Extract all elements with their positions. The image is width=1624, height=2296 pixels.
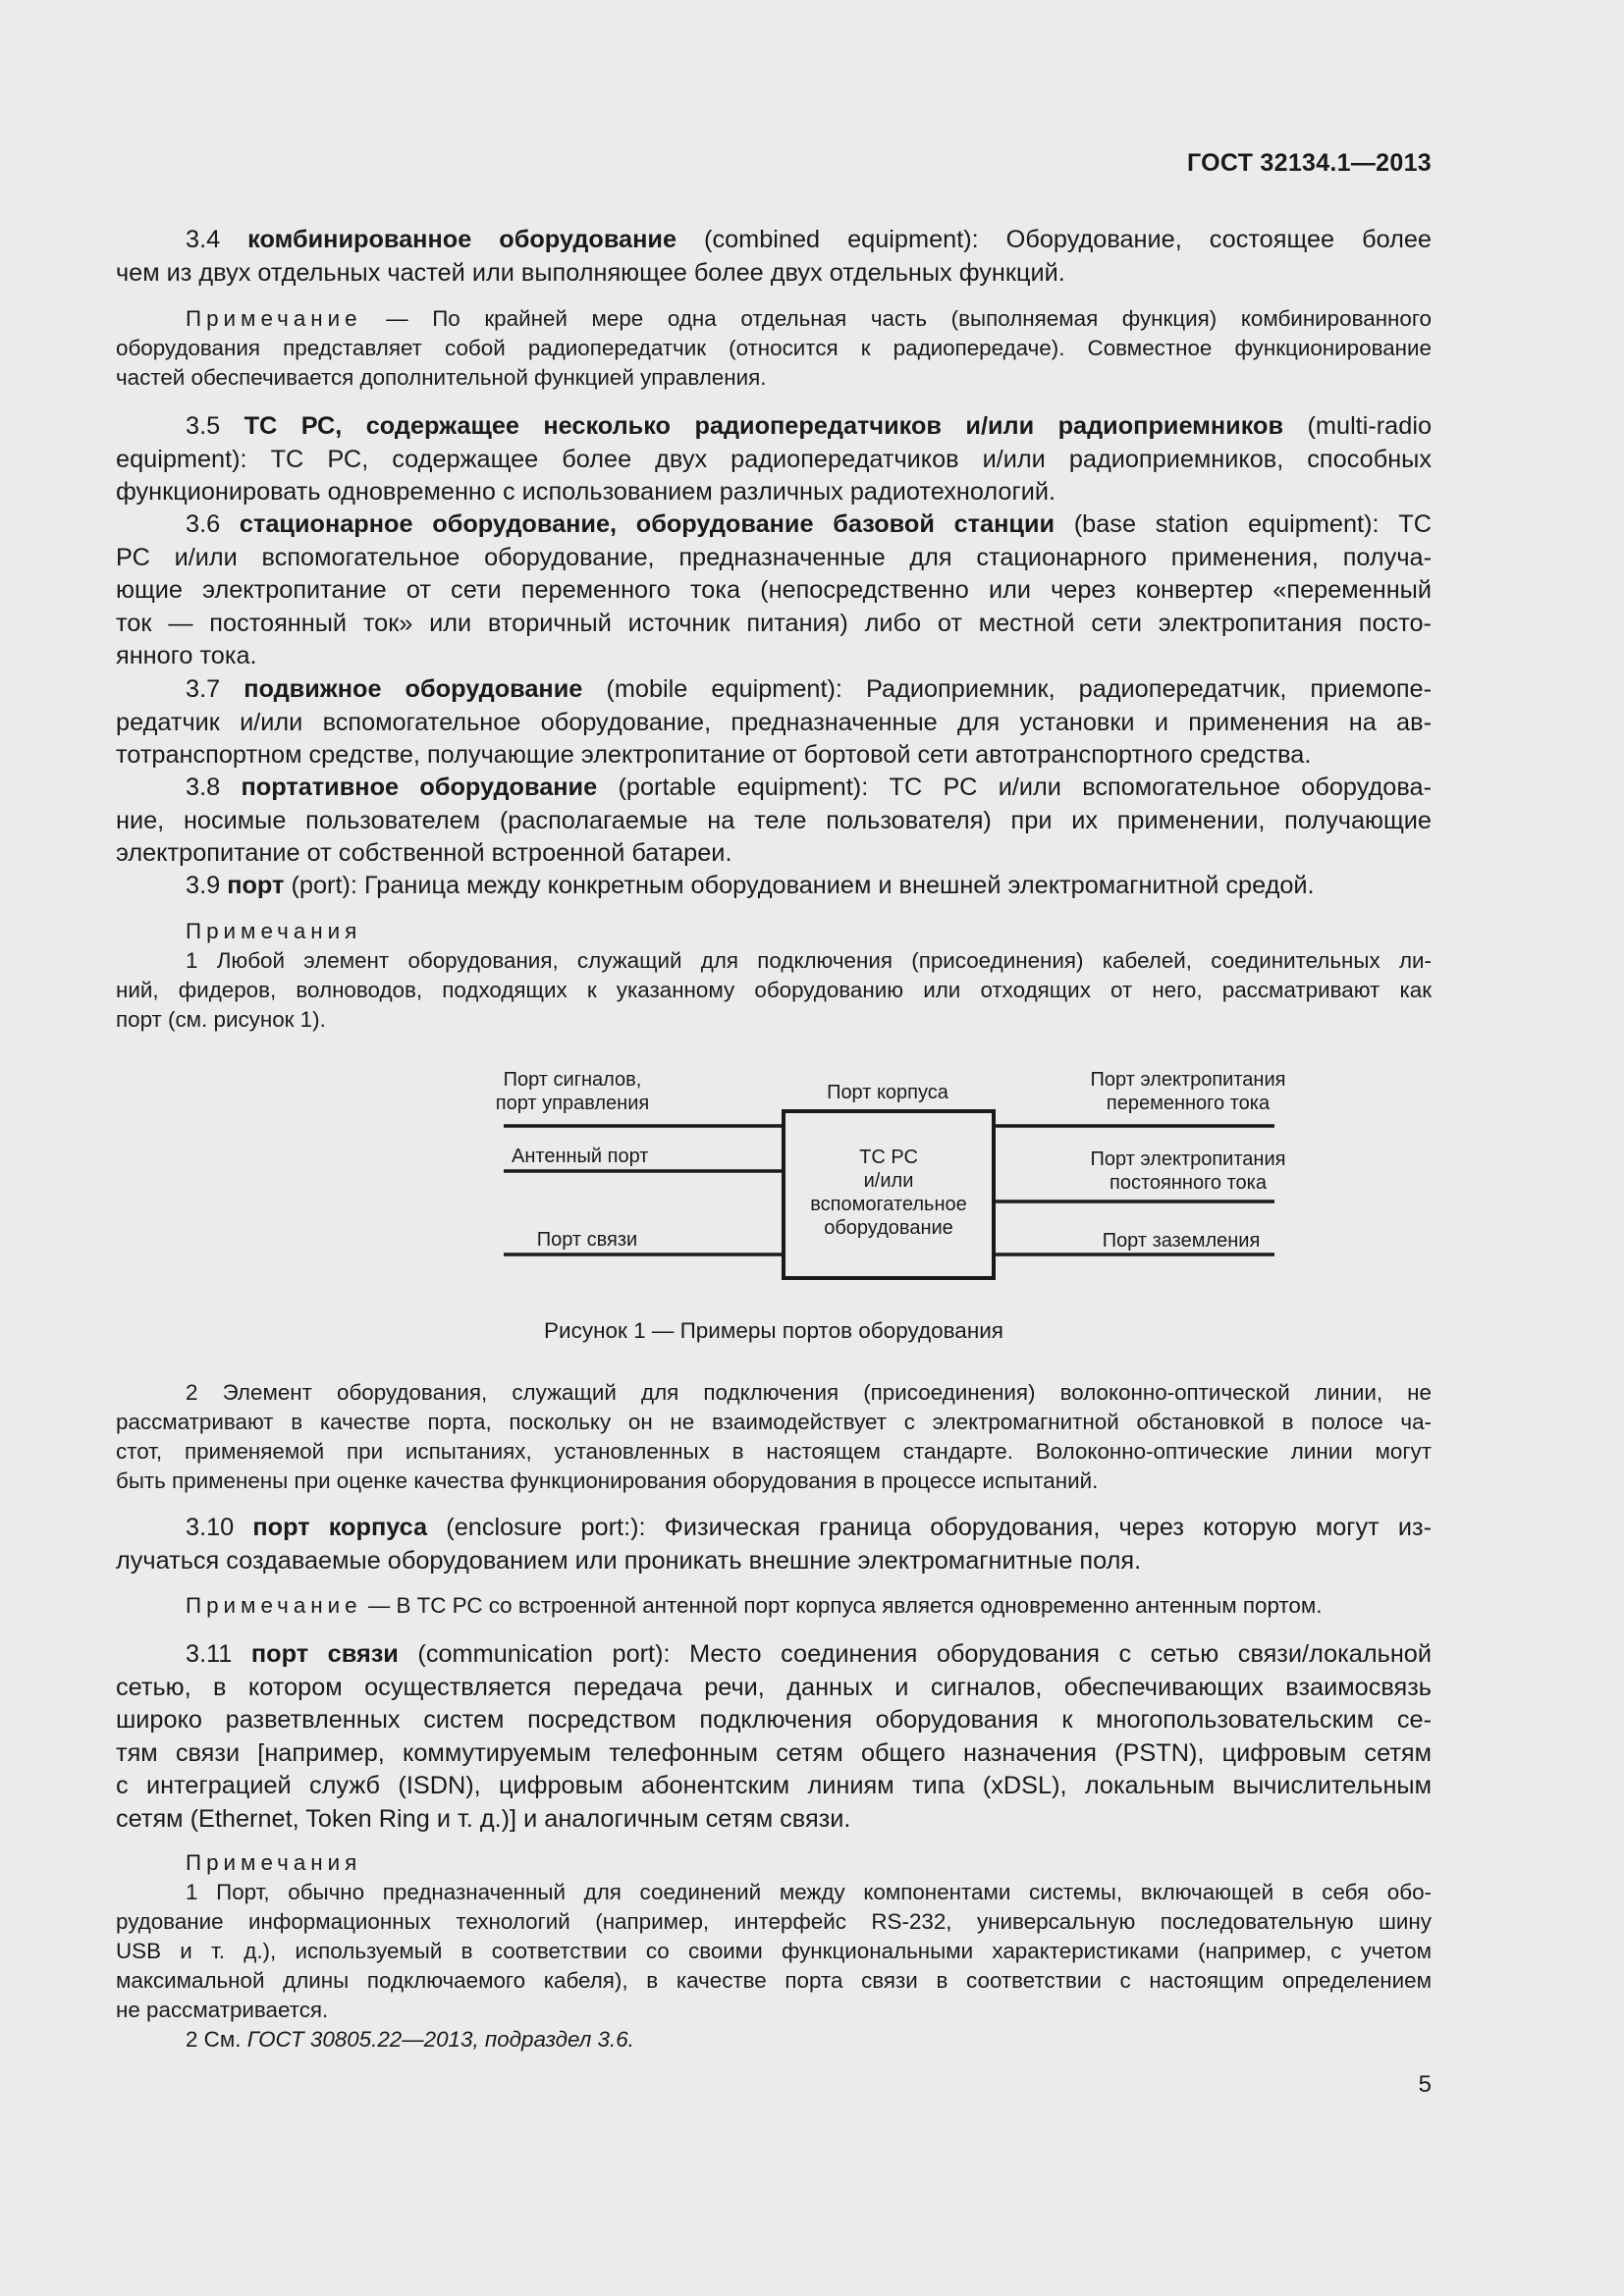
definition-text: электропитание от собственной встроенной батареи. — [116, 839, 732, 867]
notes-label: Примечания — [186, 919, 362, 943]
definition-text: equipment): ТС РС, содержащее более двух радиопередатчиков и/или радиоприемников, способных — [116, 445, 1432, 473]
definition-text: (portable equipment): ТС РС и/или вспомогательное оборудова- — [618, 774, 1433, 801]
label-ground-port: Порт заземления — [1102, 1230, 1261, 1252]
label-ac-port-1: Порт электропитания — [1090, 1069, 1286, 1091]
notes-3-9 — [116, 917, 1432, 1035]
term: ТС РС, содержащее несколько радиопередатчиков и/или радиоприемников — [244, 412, 1284, 440]
section-number: 3.7 — [186, 675, 221, 703]
document-code-header: ГОСТ 32134.1—2013 — [1186, 149, 1432, 177]
definition-text: янного тока. — [116, 642, 257, 669]
definition-text: функционировать одновременно с использованием различных радиотехнологий. — [116, 478, 1056, 506]
section-3-10 — [116, 1512, 1432, 1577]
note-label: Примечание — [186, 306, 362, 331]
term: порт связи — [250, 1640, 399, 1668]
note-text: оборудования представляет собой радиопередатчик (относится к радиопередаче). Совместное функционирование — [116, 336, 1432, 360]
definition-text: (port): Граница между конкретным оборудованием и внешней электромагнитной средой. — [291, 872, 1315, 899]
note-text: 2 См. — [186, 2027, 247, 2052]
section-3-8 — [116, 772, 1432, 871]
definition-text: (multi-radio — [1307, 412, 1433, 440]
definition-text: сетью, в котором осуществляется передача речи, данных и сигналов, обеспечивающих взаимосвязь — [116, 1673, 1432, 1701]
definition-text: с интеграцией служб (ISDN), цифровым абонентским линиям типа (xDSL), локальным вычислительным — [116, 1772, 1432, 1799]
section-number: 3.9 — [186, 872, 221, 899]
note-text: 2 Элемент оборудования, служащий для подключения (присоединения) волоконно-оптической линии, не — [186, 1380, 1432, 1405]
box-label-4: оборудование — [824, 1217, 953, 1239]
section-3-9 — [116, 870, 1432, 903]
notes-label: Примечания — [186, 1850, 362, 1875]
section-3-11 — [116, 1638, 1432, 1836]
label-antenna-port: Антенный порт — [512, 1146, 649, 1167]
section-number: 3.10 — [186, 1514, 235, 1541]
box-label-2: и/или — [863, 1170, 914, 1192]
label-dc-port-1: Порт электропитания — [1090, 1148, 1286, 1170]
page-number: 5 — [1418, 2071, 1432, 2098]
term: портативное оборудование — [241, 774, 598, 801]
definition-text: тотранспортном средстве, получающие электропитание от бортовой сети автотранспортного средства. — [116, 741, 1312, 769]
term: стационарное оборудование, оборудование базовой станции — [239, 510, 1056, 538]
definition-text: редатчик и/или вспомогательное оборудование, предназначенные для установки и применения на ав- — [116, 708, 1432, 736]
figure-1-port-diagram — [381, 1060, 1294, 1296]
term: порт — [227, 872, 285, 899]
label-comm-port: Порт связи — [536, 1229, 638, 1251]
section-number: 3.5 — [186, 412, 221, 440]
section-number: 3.6 — [186, 510, 221, 538]
note-text: стот, применяемой при испытаниях, установленных в настоящем стандарте. Волоконно-оптические линии могут — [116, 1439, 1432, 1464]
definition-text: сетям (Ethernet, Token Ring и т. д.)] и аналогичным сетям связи. — [116, 1804, 851, 1833]
section-3-5 — [116, 410, 1432, 509]
standard-reference: ГОСТ 30805.22—2013, подраздел 3.6. — [246, 2027, 634, 2052]
note-label: Примечание — [186, 1593, 362, 1618]
definition-text: (base station equipment): ТС — [1073, 510, 1432, 538]
note-text: ний, фидеров, волноводов, подходящих к указанному оборудованию или отходящих от него, рассматривают как — [116, 978, 1432, 1002]
note-text: — В ТС РС со встроенной антенной порт корпуса является одновременно антенным портом. — [361, 1593, 1323, 1618]
definition-text: чем из двух отдельных частей или выполняющее более двух отдельных функций. — [116, 258, 1065, 287]
note-text: — По крайней мере одна отдельная часть (выполняемая функция) комбинированного — [361, 306, 1432, 331]
term: комбинированное оборудование — [247, 226, 677, 253]
box-label-1: ТС РС — [859, 1147, 918, 1168]
definition-text: (combined equipment): Оборудование, состоящее более — [704, 226, 1432, 253]
label-dc-port-2: постоянного тока — [1110, 1172, 1267, 1194]
note-text: быть применены при оценке качества функционирования оборудования в процессе испытаний. — [116, 1468, 1099, 1493]
term: подвижное оборудование — [244, 675, 583, 703]
note-text: порт (см. рисунок 1). — [116, 1007, 326, 1032]
note-text: не рассматривается. — [116, 1998, 329, 2022]
notes-3-11 — [116, 1848, 1432, 2055]
section-number: 3.8 — [186, 774, 221, 801]
definition-text: РС и/или вспомогательное оборудование, предназначенные для стационарного применения, получа- — [116, 543, 1432, 571]
note-text: рассматривают в качестве порта, поскольку он не взаимодействует с электромагнитной обстановкой в полосе ча- — [116, 1410, 1432, 1434]
note-text: 1 Порт, обычно предназначенный для соединений между компонентами системы, включающей в себя обо- — [186, 1880, 1432, 1904]
definition-text: (enclosure port:): Физическая граница оборудования, через которую могут из- — [446, 1514, 1433, 1541]
section-3-4 — [116, 224, 1432, 290]
definition-text: тям связи [например, коммутируемым телефонным сетям общего назначения (PSTN), цифровым сетям — [116, 1738, 1432, 1767]
section-number: 3.4 — [186, 226, 221, 253]
note-text: частей обеспечивается дополнительной функцией управления. — [116, 365, 767, 390]
definition-text: ющие электропитание от сети переменного тока (непосредственно или через конвертер «переменный — [116, 576, 1432, 604]
section-number: 3.11 — [186, 1640, 233, 1668]
label-signal-port-1: Порт сигналов, — [503, 1069, 642, 1091]
term: порт корпуса — [252, 1514, 428, 1541]
section-3-7 — [116, 673, 1432, 773]
definition-text: (communication port): Место соединения оборудования с сетью связи/локальной — [417, 1640, 1432, 1668]
note-3-4 — [116, 304, 1432, 393]
port-diagram-svg — [381, 1060, 1294, 1296]
definition-text: лучаться создаваемые оборудованием или проникать внешние электромагнитные поля. — [116, 1546, 1142, 1575]
definition-text: ток — постоянный ток» или вторичный источник питания) либо от местной сети электропитания посто- — [116, 609, 1432, 637]
definition-text: широко разветвленных систем посредством подключения оборудования к многопользовательским се- — [116, 1706, 1432, 1734]
figure-1-caption: Рисунок 1 — Примеры портов оборудования — [544, 1318, 1003, 1343]
label-signal-port-2: порт управления — [495, 1093, 650, 1114]
note-3-10 — [116, 1591, 1432, 1621]
note-2-3-9 — [116, 1378, 1432, 1496]
definition-text: ние, носимые пользователем (располагаемые на теле пользователя) при их применении, получающие — [116, 806, 1432, 834]
definition-text: (mobile equipment): Радиоприемник, радиопередатчик, приемопе- — [606, 675, 1433, 703]
note-text: максимальной длины подключаемого кабеля), в качестве порта связи в соответствии с настоящим определением — [116, 1968, 1432, 1993]
label-ac-port-2: переменного тока — [1106, 1093, 1271, 1114]
note-text: 1 Любой элемент оборудования, служащий для подключения (присоединения) кабелей, соединительных ли- — [186, 948, 1432, 973]
note-text: USB и т. д.), используемый в соответствии со своими функциональными характеристиками (например, с учетом — [116, 1939, 1432, 1963]
label-enclosure-port: Порт корпуса — [827, 1082, 948, 1103]
box-label-3: вспомогательное — [810, 1194, 967, 1215]
section-3-6 — [116, 508, 1432, 673]
note-text: рудование информационных технологий (например, интерфейс RS-232, универсальную последовательную шину — [116, 1909, 1432, 1934]
